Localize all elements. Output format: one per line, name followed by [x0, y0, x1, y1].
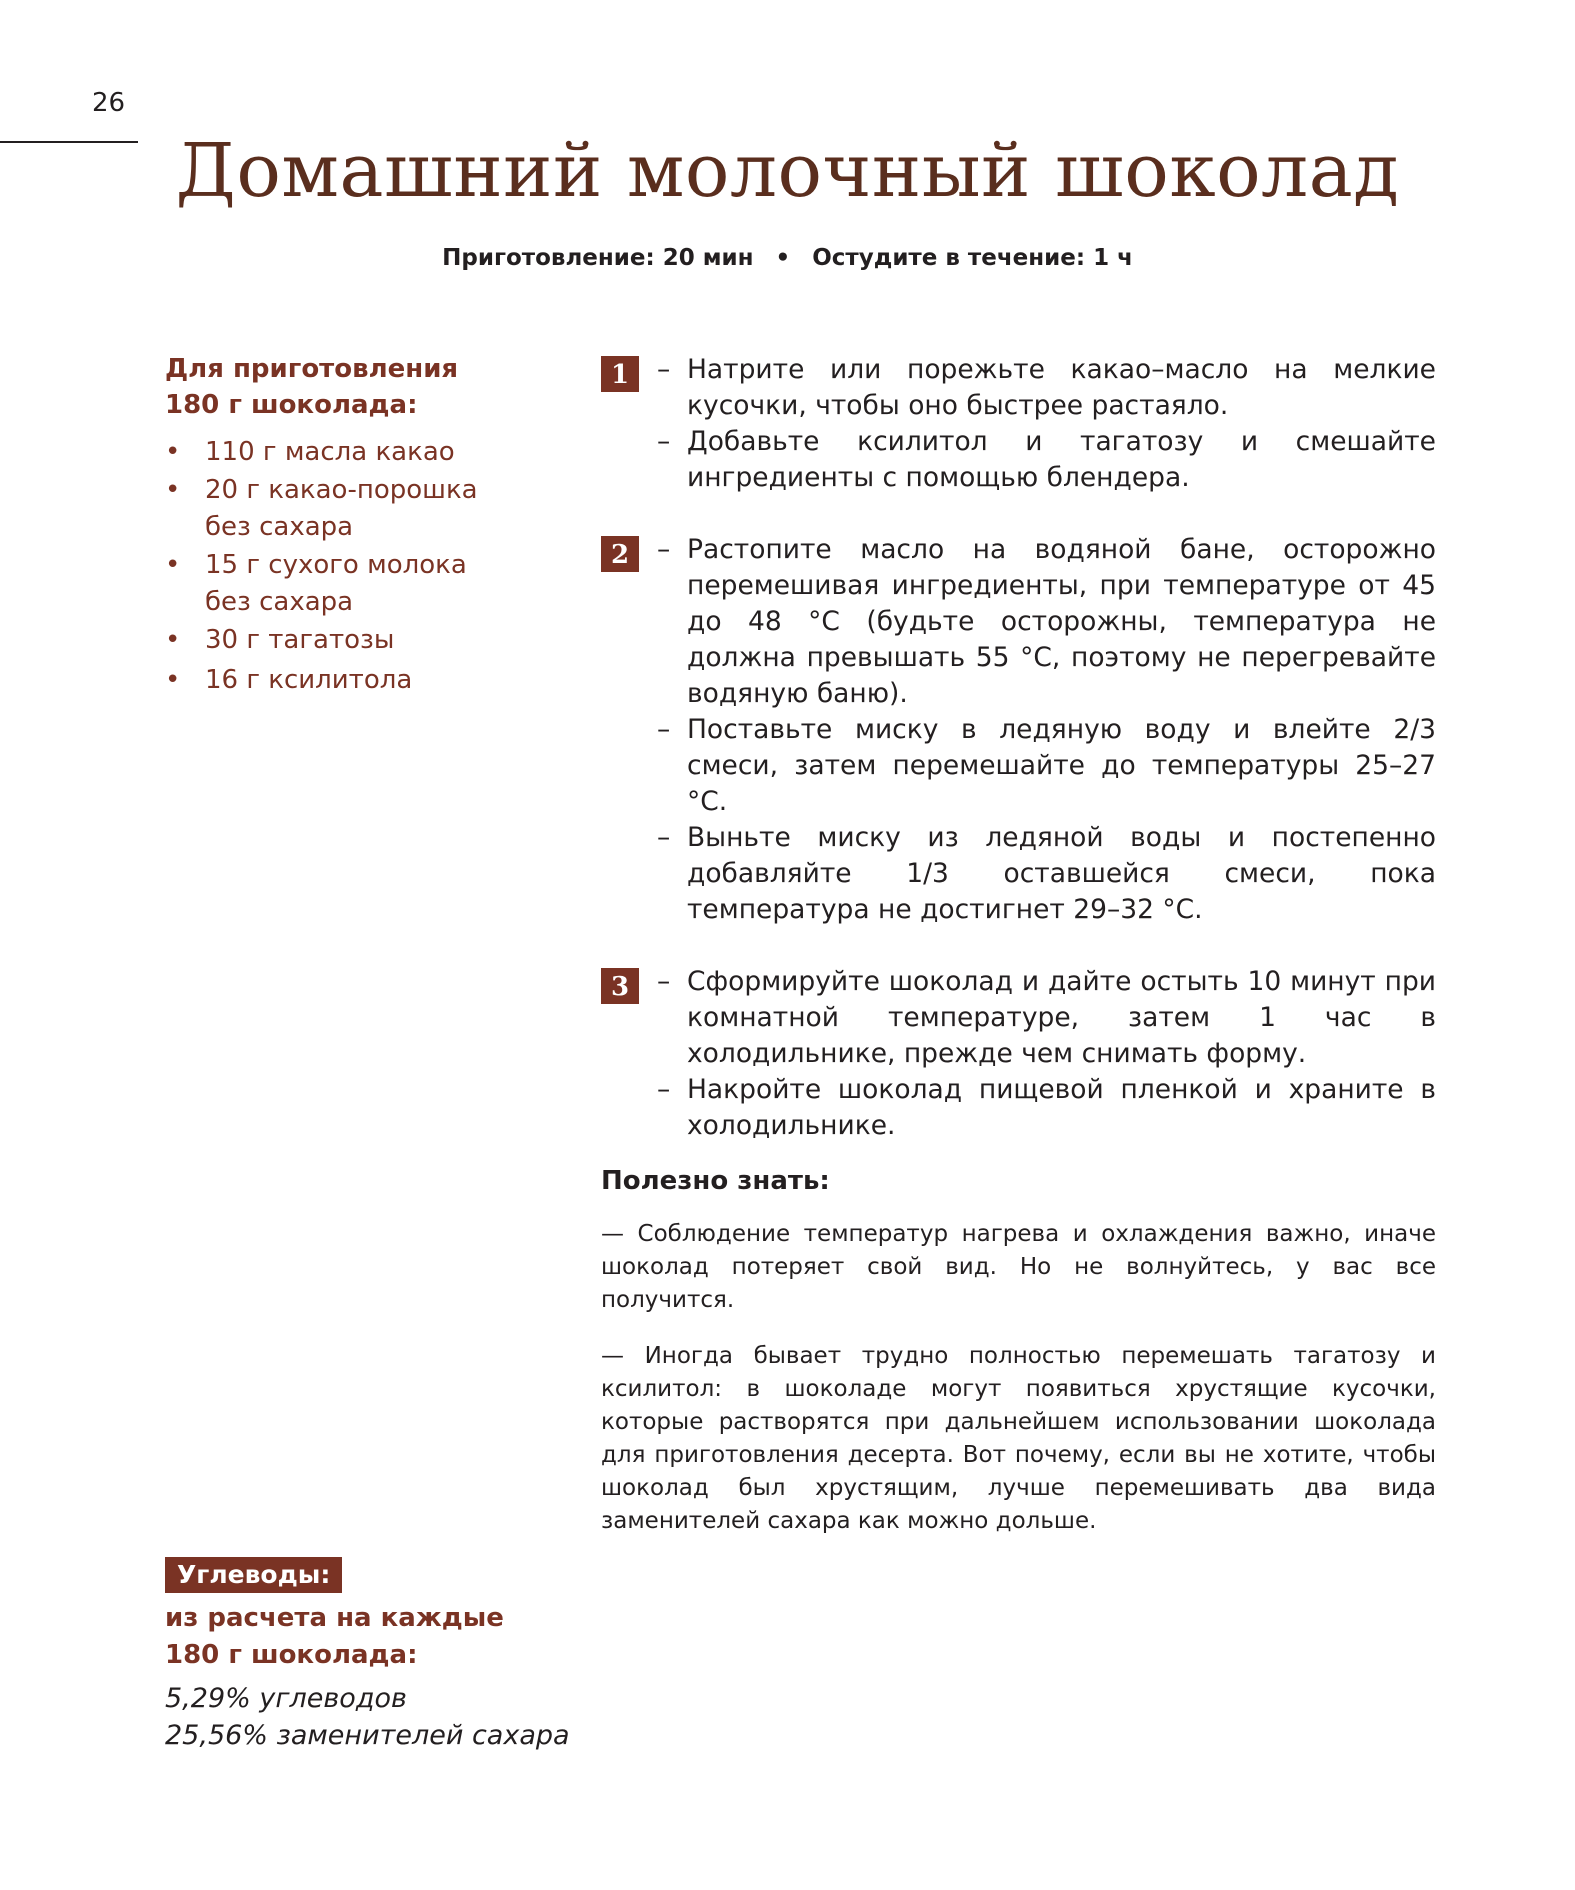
ingredients-heading-line1: Для приготовления	[165, 354, 459, 384]
step-instruction	[657, 820, 1436, 928]
dash-marker: –	[657, 426, 671, 457]
tips-heading: Полезно знать:	[601, 1166, 830, 1196]
step-text: Натрите или порежьте какао–масло на мелкие кусочки, чтобы оно быстрее растаяло.	[687, 354, 1436, 421]
tip-paragraph: — Иногда бывает трудно полностью перемешать тагатозу и ксилитол: в шоколаде могут появиться хрустящие кусочки, которые растворятся при дальнейшем использовании шоколада для приготовления десерта. Вот почему, если вы не хотите, чтобы шоколад был хрустящим, лучше перемешивать два вида заменителей сахара как можно дольше.	[601, 1343, 1436, 1534]
ingredient-item	[165, 472, 505, 546]
ingredient-text: 30 г тагатозы	[205, 625, 395, 655]
step-text: Поставьте миску в ледяную воду и влейте 2/3 смеси, затем перемешайте до температуры 25–27 °C.	[687, 714, 1436, 817]
ingredients-heading	[165, 351, 565, 423]
page-number: 26	[92, 88, 126, 118]
carbs-heading-line1: из расчета на каждые	[165, 1603, 504, 1633]
tip-paragraph: — Соблюдение температур нагрева и охлаждения важно, иначе шоколад потеряет свой вид. Но не волнуйтесь, у вас все получится.	[601, 1221, 1436, 1313]
cool-time: Остудите в течение: 1 ч	[812, 245, 1133, 271]
ingredient-text: 15 г сухого молока без сахара	[205, 550, 467, 617]
step-text: Накройте шоколад пищевой пленкой и храните в холодильнике.	[687, 1074, 1436, 1141]
dash-marker: –	[657, 1074, 671, 1105]
dash-marker: –	[657, 714, 671, 745]
ingredients-list	[165, 434, 585, 699]
step-instruction	[657, 1072, 1436, 1144]
dash-marker: –	[657, 354, 671, 385]
dash-marker: –	[657, 534, 671, 565]
carbs-heading-line2: 180 г шоколада:	[165, 1640, 418, 1670]
step-instruction	[657, 352, 1436, 424]
step-number-badge: 1	[601, 356, 639, 392]
ingredient-item	[165, 662, 585, 699]
meta-separator: •	[775, 245, 791, 271]
step-2	[601, 532, 1436, 928]
ingredients-heading-line2: 180 г шоколада:	[165, 390, 418, 420]
bullet-icon: •	[165, 625, 181, 655]
tips-section	[601, 1218, 1436, 1556]
sweetener-percentage: 25,56% заменителей сахара	[165, 1720, 570, 1751]
recipe-meta	[0, 245, 1575, 271]
step-number-badge: 3	[601, 968, 639, 1004]
step-3	[601, 964, 1436, 1144]
recipe-title: Домашний молочный шоколад	[175, 128, 1400, 214]
ingredient-item	[165, 547, 505, 621]
ingredient-text: 16 г ксилитола	[205, 665, 413, 695]
bullet-icon: •	[165, 665, 181, 695]
ingredient-item	[165, 622, 585, 659]
bullet-icon: •	[165, 550, 181, 580]
bullet-icon: •	[165, 475, 181, 505]
step-text: Растопите масло на водяной бане, осторожно перемешивая ингредиенты, при температуре от 45 до 48 °C (будьте осторожны, температура не должна превышать 55 °C, поэтому не перегревайте водяную баню).	[687, 534, 1436, 709]
step-instruction	[657, 532, 1436, 712]
carbs-badge: Углеводы:	[165, 1557, 342, 1593]
bullet-icon: •	[165, 437, 181, 467]
carbs-values	[165, 1680, 625, 1754]
ingredient-item	[165, 434, 585, 471]
step-number-badge: 2	[601, 536, 639, 572]
ingredient-text: 20 г какао-порошка без сахара	[205, 475, 478, 542]
dash-marker: –	[657, 822, 671, 853]
step-1	[601, 352, 1436, 496]
step-text: Добавьте ксилитол и тагатозу и смешайте ингредиенты с помощью блендера.	[687, 426, 1436, 493]
steps-list	[601, 352, 1436, 1180]
step-text: Сформируйте шоколад и дайте остыть 10 минут при комнатной температуре, затем 1 час в холодильнике, прежде чем снимать форму.	[687, 966, 1436, 1069]
step-instruction	[657, 712, 1436, 820]
ingredient-text: 110 г масла какао	[205, 437, 455, 467]
carbs-percentage: 5,29% углеводов	[165, 1683, 407, 1714]
step-instruction	[657, 964, 1436, 1072]
dash-marker: –	[657, 966, 671, 997]
step-text: Выньте миску из ледяной воды и постепенно добавляйте 1/3 оставшейся смеси, пока температура не достигнет 29–32 °C.	[687, 822, 1436, 925]
carbs-heading	[165, 1600, 565, 1674]
prep-time: Приготовление: 20 мин	[442, 245, 754, 271]
step-instruction	[657, 424, 1436, 496]
